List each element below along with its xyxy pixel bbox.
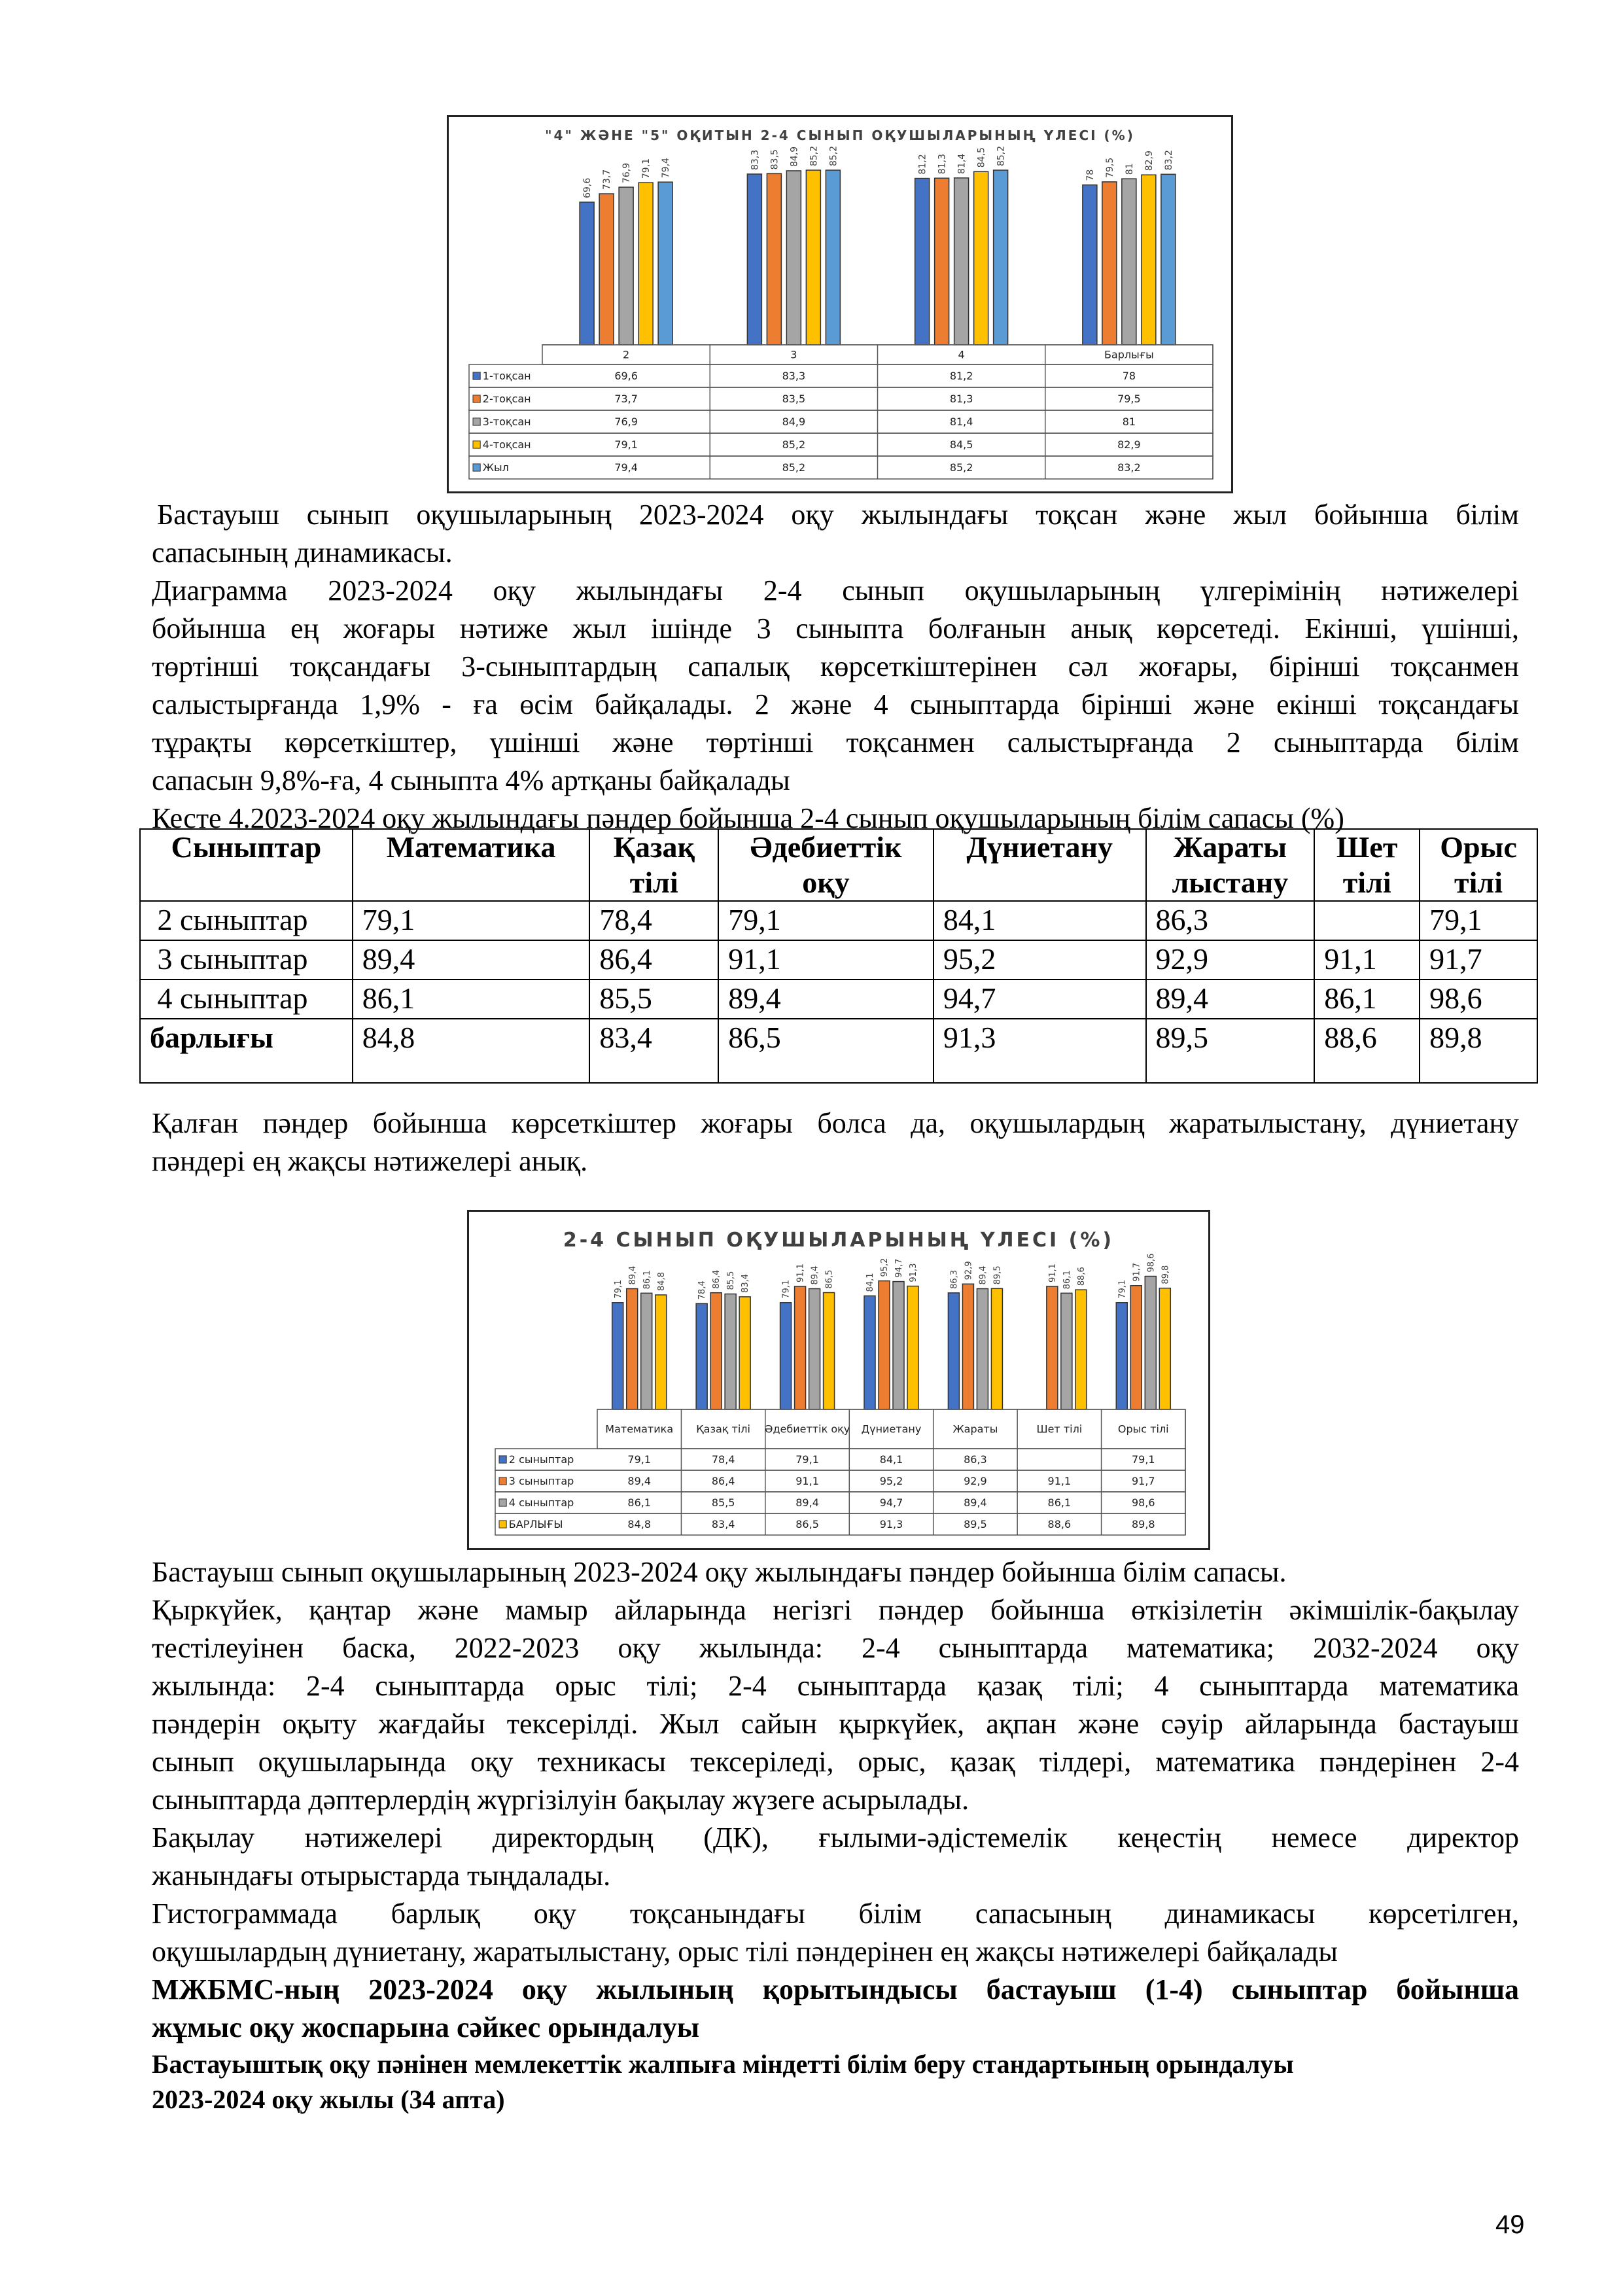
- table-value: 85,5: [711, 1496, 735, 1510]
- bar-value-label: 92,9: [964, 1261, 974, 1280]
- legend-swatch: [473, 441, 480, 448]
- bar-value-label: 79,1: [1117, 1279, 1128, 1299]
- table-row-frame: [469, 410, 1213, 433]
- category-label: Шет тілі: [1036, 1422, 1083, 1436]
- bar: [786, 171, 801, 345]
- para1-line: салыстырғанда 1,9% - ға өсім байқалады. 2 және 4 сыныптарда бірінші және екінші тоқсандағы: [152, 688, 1519, 720]
- bar-value-label: 98,6: [1146, 1253, 1157, 1273]
- table-cell: 79,1: [1420, 901, 1537, 940]
- legend-label: 2-тоқсан: [482, 393, 531, 406]
- table-cell: 89,4: [718, 980, 934, 1019]
- table-cell: 89,8: [1420, 1019, 1537, 1083]
- header-text: Қазақ: [613, 830, 695, 864]
- table-value: 86,4: [711, 1475, 735, 1488]
- table-value: 78,4: [711, 1453, 735, 1466]
- table-value: 79,1: [614, 438, 638, 451]
- table-value: 88,6: [1047, 1518, 1072, 1531]
- bar: [627, 1289, 638, 1409]
- bar-value-label: 83,4: [741, 1273, 751, 1293]
- bar-value-label: 91,1: [795, 1263, 806, 1283]
- table-value: 85,2: [782, 461, 806, 474]
- legend-label: 3 сыныптар: [508, 1475, 574, 1488]
- legend-label: 3-тоқсан: [482, 415, 531, 429]
- table-cell: 78,4: [589, 901, 718, 940]
- table-cell: 94,7: [934, 980, 1146, 1019]
- table-cell: 91,7: [1420, 940, 1537, 980]
- category-label: 2: [623, 348, 630, 361]
- legend-label: 2 сыныптар: [508, 1453, 574, 1466]
- para5-line: Гистограммада барлық оқу тоқсанындағы білім сапасының динамикасы көрсетілген,: [152, 1898, 1519, 1930]
- header-text: Шет: [1336, 830, 1398, 864]
- legend-swatch: [499, 1521, 506, 1528]
- table-cell: 89,4: [1146, 980, 1315, 1019]
- paragraph-2: [152, 1104, 1519, 1180]
- category-label: Дүниетану: [861, 1422, 922, 1436]
- bar: [962, 1284, 973, 1409]
- bar-value-label: 78,4: [697, 1280, 708, 1300]
- table-value: 94,7: [879, 1496, 903, 1510]
- table-cell: 92,9: [1146, 940, 1315, 980]
- paragraph-4: [152, 1819, 1519, 1895]
- table-value: 79,1: [627, 1453, 652, 1466]
- bar-value-label: 81,2: [917, 154, 928, 175]
- header-text: Математика: [386, 830, 556, 864]
- page-number: 49: [1495, 2210, 1525, 2239]
- table-value: 79,4: [614, 461, 638, 474]
- bar: [780, 1303, 792, 1409]
- header-text: тілі: [1454, 866, 1503, 899]
- table-value: 83,4: [711, 1518, 735, 1531]
- header-text: Орыс: [1440, 830, 1517, 864]
- bar: [1161, 174, 1176, 345]
- table-value: 91,7: [1131, 1475, 1155, 1488]
- table-row-frame: [469, 456, 1213, 479]
- category-label: Барлығы: [1104, 348, 1154, 361]
- paragraph-3: [152, 1591, 1519, 1819]
- table-header-cell: [1314, 829, 1420, 901]
- legend-label: БАРЛЫҒЫ: [508, 1518, 563, 1531]
- bar: [879, 1281, 890, 1409]
- para4-line: жанындағы отырыстарда тыңдалады.: [152, 1860, 611, 1892]
- table-cell: 83,4: [589, 1019, 718, 1083]
- table-value: 89,5: [964, 1518, 987, 1531]
- table-cell: [1314, 901, 1420, 940]
- bar: [991, 1288, 1002, 1409]
- table-row: [140, 940, 1537, 980]
- legend-swatch: [499, 1499, 506, 1506]
- bar-value-label: 86,4: [712, 1269, 722, 1289]
- table-header-cell: [589, 829, 718, 901]
- bar-value-label: 91,1: [1047, 1263, 1058, 1283]
- bar: [893, 1282, 904, 1409]
- table-cell: 86,3: [1146, 901, 1315, 940]
- bar-value-label: 89,8: [1161, 1265, 1171, 1284]
- legend-swatch: [499, 1456, 506, 1463]
- table-row-frame: [495, 1513, 1185, 1535]
- bar-value-label: 85,5: [726, 1271, 737, 1290]
- bar-value-label: 81: [1124, 163, 1135, 175]
- caption-1-line-1: Бастауыш сынып оқушыларының 2023-2024 оқу жылындағы тоқсан және жыл бойынша білім: [157, 499, 1519, 531]
- legend-label: 1-тоқсан: [482, 370, 531, 383]
- bar: [915, 179, 930, 345]
- bar: [1061, 1293, 1072, 1409]
- table-value: 82,9: [1117, 438, 1141, 451]
- legend-label: Жыл: [482, 461, 509, 474]
- table-value: 84,9: [782, 415, 806, 429]
- table-header-cell: [140, 829, 353, 901]
- bar-value-label: 83,2: [1163, 150, 1174, 171]
- table-value: 81,4: [949, 415, 973, 429]
- para1-line: сапасын 9,8%-ға, 4 сыныпта 4% артқаны байқалады: [152, 764, 790, 796]
- table-value: 91,1: [1047, 1475, 1072, 1488]
- heading1-line: жұмыс оқу жоспарына сәйкес орындалуы: [152, 2011, 700, 2043]
- para2-line: пәндері ең жақсы нәтижелері анық.: [152, 1145, 588, 1177]
- table-value: 91,3: [879, 1518, 903, 1531]
- table-value: 76,9: [614, 415, 638, 429]
- table-value: 69,6: [614, 370, 638, 383]
- table-cell: 86,1: [353, 980, 590, 1019]
- table-value: 95,2: [879, 1475, 903, 1488]
- table-row-frame: [495, 1492, 1185, 1513]
- paragraph-5: [152, 1895, 1519, 1971]
- bar-value-label: 88,6: [1076, 1267, 1087, 1286]
- bar: [1145, 1277, 1156, 1409]
- table-cell: 91,3: [934, 1019, 1146, 1083]
- heading1-line: МЖБМС-ның 2023-2024 оқу жылының қорытындысы бастауыш (1-4) сыныптар бойынша: [152, 1973, 1519, 2005]
- para1-line: тұрақты көрсеткіштер, үшінші және төртінші тоқсанмен салыстырғанда 2 сыныптарда білім: [152, 726, 1519, 758]
- table-row-frame: [469, 364, 1213, 387]
- chart-1-plot: [449, 117, 1231, 491]
- para5-line: оқушылардың дүниетану, жаратылыстану, орыс тілі пәндерінен ең жақсы нәтижелері байқалады: [152, 1935, 1338, 1968]
- bar-value-label: 81,4: [956, 153, 968, 174]
- bar: [710, 1293, 722, 1409]
- bar-value-label: 89,4: [978, 1265, 988, 1285]
- bar-value-label: 78: [1085, 169, 1096, 181]
- table-cell: 91,1: [718, 940, 934, 980]
- legend-swatch: [473, 372, 480, 380]
- table-cell: 86,4: [589, 940, 718, 980]
- table-value: 89,4: [964, 1496, 987, 1510]
- table-value: 86,1: [627, 1496, 652, 1510]
- table-value: 86,3: [964, 1453, 987, 1466]
- table-value: 83,2: [1117, 461, 1141, 474]
- table-header-cell: [1420, 829, 1537, 901]
- table-cell: 84,1: [934, 901, 1146, 940]
- bar: [767, 173, 781, 345]
- bar-value-label: 94,7: [894, 1258, 905, 1278]
- bar: [696, 1303, 707, 1409]
- table-header-cell: [718, 829, 934, 901]
- bar-value-label: 79,1: [641, 158, 652, 179]
- table-header-cell: [934, 829, 1146, 901]
- heading2-line: 2023-2024 оқу жылы (34 апта): [152, 2085, 505, 2114]
- para1-line: бойынша ең жоғары нәтиже жыл ішінде 3 сыныпта болғанын анық көрсетеді. Екінші, үшінші,: [152, 612, 1519, 645]
- table-cell: 91,1: [1314, 940, 1420, 980]
- table-cell: барлығы: [140, 1019, 353, 1083]
- category-label: Математика: [605, 1422, 674, 1436]
- bar: [864, 1296, 875, 1409]
- bar: [612, 1303, 623, 1409]
- header-text: тілі: [1342, 866, 1391, 899]
- bar: [977, 1289, 988, 1409]
- bar-value-label: 79,4: [661, 158, 672, 179]
- bar-value-label: 86,1: [642, 1270, 652, 1290]
- bar: [826, 170, 840, 345]
- table-value: 89,8: [1131, 1518, 1155, 1531]
- bar: [641, 1293, 652, 1409]
- bar: [907, 1286, 918, 1409]
- bar-value-label: 84,5: [976, 147, 987, 168]
- table-cell: 86,5: [718, 1019, 934, 1083]
- bar-value-label: 81,3: [937, 154, 948, 175]
- table-cell: 95,2: [934, 940, 1146, 980]
- bar: [1075, 1290, 1087, 1409]
- bar-value-label: 89,4: [627, 1265, 638, 1285]
- table-row-frame: [469, 433, 1213, 456]
- chart-2: [467, 1210, 1210, 1550]
- category-label: 3: [790, 348, 797, 361]
- caption-1-line-2: сапасының динамикасы.: [152, 537, 453, 569]
- bar-value-label: 91,3: [909, 1263, 919, 1282]
- table-cell: 98,6: [1420, 980, 1537, 1019]
- table-header-cell: [353, 829, 590, 901]
- table-header-cell: [1146, 829, 1315, 901]
- legend-swatch: [473, 418, 480, 425]
- quality-table: [139, 828, 1538, 1084]
- bar: [655, 1295, 667, 1409]
- table-row-frame: [495, 1470, 1185, 1492]
- bar: [599, 194, 614, 345]
- header-text: лыстану: [1172, 866, 1289, 899]
- category-label: Әдебиеттік оқу: [764, 1422, 850, 1436]
- bar: [935, 178, 949, 345]
- table-value: 84,8: [627, 1518, 652, 1531]
- table-value: 79,1: [795, 1453, 819, 1466]
- bar-value-label: 86,5: [824, 1269, 835, 1289]
- table-row: [140, 980, 1537, 1019]
- bar: [739, 1297, 750, 1409]
- legend-swatch: [473, 395, 480, 402]
- bar-value-label: 73,7: [602, 169, 613, 190]
- table-value: 89,4: [795, 1496, 819, 1510]
- table-row-frame: [495, 1449, 1185, 1470]
- table-cell: 85,5: [589, 980, 718, 1019]
- bar-value-label: 79,1: [781, 1279, 792, 1299]
- bar: [725, 1294, 736, 1409]
- para2-line: Қалған пәндер бойынша көрсеткіштер жоғары болса да, оқушылардың жаратылыстану, дүниетану: [152, 1107, 1519, 1139]
- para3-line: сынып оқушыларында оқу техникасы тексеріледі, орыс, қазақ тілдері, математика пәндерінен 2-4: [152, 1746, 1519, 1778]
- table-value: 84,1: [879, 1453, 903, 1466]
- chart-2-title: 2-4 СЫНЫП ОҚУШЫЛАРЫНЫҢ ҮЛЕСІ (%): [563, 1229, 1115, 1252]
- bar-value-label: 86,1: [1062, 1270, 1072, 1290]
- header-text: Дүниетану: [966, 830, 1113, 864]
- heading2-line: Бастауыштық оқу пәнінен мемлекеттік жалпыға міндетті білім беру стандартының орындалуы: [152, 2049, 1294, 2079]
- category-label: Жараты: [952, 1422, 998, 1436]
- bar-value-label: 86,3: [949, 1269, 960, 1289]
- table-value: 79,5: [1117, 393, 1141, 406]
- bar: [994, 170, 1008, 345]
- bar-value-label: 84,1: [865, 1273, 876, 1292]
- para1-line: төртінші тоқсандағы 3-сыныптардың сапалық көрсеткіштерінен сәл жоғары, бірінші тоқсанмен: [152, 650, 1519, 682]
- bar: [809, 1289, 820, 1409]
- bar-value-label: 84,8: [656, 1272, 667, 1292]
- paragraph-1: [152, 572, 1519, 800]
- bar-value-label: 79,5: [1104, 157, 1115, 178]
- bar: [1102, 182, 1117, 345]
- bar-value-label: 85,2: [828, 145, 839, 167]
- bar: [580, 202, 594, 345]
- section-heading: [152, 1971, 1519, 2047]
- bar: [747, 174, 761, 345]
- table-row-frame: [469, 387, 1213, 410]
- para3-line: Қыркүйек, қаңтар және мамыр айларында негізгі пәндер бойынша өткізілетін әкімшілік-бақылау: [152, 1594, 1519, 1626]
- bar: [658, 182, 672, 345]
- category-label: Қазақ тілі: [696, 1422, 750, 1436]
- table-caption: Кесте 4.2023-2024 оқу жылындағы пәндер бойынша 2-4 сынып оқушыларының білім сапасы (%): [152, 802, 1344, 834]
- table-value: 81,3: [949, 393, 973, 406]
- para3-line: пәндерін оқыту жағдайы тексерілді. Жыл сайын қыркүйек, ақпан және сәуір айларында бастауыш: [152, 1708, 1519, 1740]
- chart-1-title: "4" ЖӘНЕ "5" ОҚИТЫН 2-4 СЫНЫП ОҚУШЫЛАРЫНЫҢ ҮЛЕСІ (%): [545, 128, 1135, 143]
- table-value: 98,6: [1131, 1496, 1155, 1510]
- bar: [638, 183, 653, 345]
- bar: [806, 170, 820, 345]
- chart-1-caption: [152, 496, 1519, 572]
- table-cell: 79,1: [353, 901, 590, 940]
- header-text: тілі: [629, 866, 678, 899]
- bar: [1142, 175, 1156, 345]
- bar-value-label: 91,7: [1132, 1262, 1142, 1282]
- table-value: 85,2: [782, 438, 806, 451]
- para4-line: Бақылау нәтижелері директордың (ДК), ғылыми-әдістемелік кеңестің немесе директор: [152, 1822, 1519, 1854]
- legend-swatch: [499, 1477, 506, 1485]
- table-cell: 89,4: [353, 940, 590, 980]
- bar-value-label: 69,6: [582, 177, 593, 198]
- chart-2-caption: Бастауыш сынып оқушыларының 2023-2024 оқу жылындағы пәндер бойынша білім сапасы.: [152, 1556, 1287, 1588]
- category-label: Орыс тілі: [1117, 1422, 1169, 1436]
- header-text: Сыныптар: [171, 830, 322, 864]
- table-value: 85,2: [949, 461, 973, 474]
- bar: [974, 171, 988, 345]
- bar-value-label: 79,1: [613, 1279, 623, 1299]
- table-cell: 84,8: [353, 1019, 590, 1083]
- bar-value-label: 85,2: [809, 145, 820, 167]
- bar-value-label: 83,3: [750, 149, 761, 170]
- para3-line: тестілеуінен баска, 2022-2023 оқу жылында: 2-4 сыныптарда математика; 2032-2024 оқу: [152, 1632, 1519, 1664]
- bar-value-label: 89,4: [810, 1265, 820, 1285]
- table-value: 78: [1122, 370, 1136, 383]
- table-value: 84,5: [949, 438, 973, 451]
- chart-1: [447, 115, 1233, 493]
- table-row: [140, 1019, 1537, 1083]
- table-cell: 88,6: [1314, 1019, 1420, 1083]
- table-value: 86,5: [795, 1518, 819, 1531]
- table-value: 83,5: [782, 393, 806, 406]
- header-text: оқу: [802, 866, 850, 899]
- header-text: Жараты: [1173, 830, 1287, 864]
- table-value: 86,1: [1047, 1496, 1072, 1510]
- bar: [1116, 1303, 1127, 1409]
- bar: [1047, 1286, 1058, 1409]
- bar-value-label: 82,9: [1143, 150, 1155, 171]
- table-cell: 2 сыныптар: [140, 901, 353, 940]
- table-row: [140, 901, 1537, 940]
- table-cell: 86,1: [1314, 980, 1420, 1019]
- bar-value-label: 84,9: [789, 146, 800, 167]
- bar: [824, 1292, 835, 1409]
- table-value: 89,4: [627, 1475, 652, 1488]
- bar-value-label: 83,5: [769, 149, 780, 170]
- bar-value-label: 76,9: [621, 162, 633, 184]
- table-value: 91,1: [795, 1475, 819, 1488]
- table-cell: 3 сыныптар: [140, 940, 353, 980]
- para3-line: сыныптарда дәптерлердің жүргізілуін бақылау жүзеге асырылады.: [152, 1784, 969, 1816]
- table-value: 92,9: [964, 1475, 987, 1488]
- subsection-heading: [152, 2047, 1519, 2117]
- bar: [619, 187, 633, 345]
- para3-line: жылында: 2-4 сыныптарда орыс тілі; 2-4 сыныптарда қазақ тілі; 4 сыныптарда математика: [152, 1670, 1519, 1702]
- table-value: 73,7: [614, 393, 638, 406]
- bar-value-label: 85,2: [996, 145, 1007, 167]
- bar: [1159, 1288, 1170, 1409]
- chart-2-plot: [469, 1212, 1208, 1548]
- table-value: 81: [1122, 415, 1136, 429]
- bar: [1083, 185, 1097, 345]
- bar: [795, 1286, 806, 1409]
- legend-swatch: [473, 464, 480, 471]
- bar: [1130, 1286, 1142, 1409]
- bar-value-label: 95,2: [880, 1258, 890, 1277]
- category-label: 4: [958, 348, 965, 361]
- table-cell: 89,5: [1146, 1019, 1315, 1083]
- bar: [948, 1293, 959, 1409]
- table-cell: 4 сыныптар: [140, 980, 353, 1019]
- table-cell: 79,1: [718, 901, 934, 940]
- bar: [1122, 179, 1136, 345]
- table-value: 81,2: [949, 370, 973, 383]
- bar-value-label: 89,5: [992, 1265, 1003, 1285]
- table-value: 83,3: [782, 370, 806, 383]
- legend-label: 4-тоқсан: [482, 438, 531, 451]
- legend-label: 4 сыныптар: [508, 1496, 574, 1510]
- table-value: 79,1: [1131, 1453, 1155, 1466]
- para1-line: Диаграмма 2023-2024 оқу жылындағы 2-4 сынып оқушыларының үлгерімінің нәтижелері: [152, 574, 1519, 607]
- header-text: Әдебиеттік: [750, 830, 902, 864]
- bar: [954, 178, 969, 345]
